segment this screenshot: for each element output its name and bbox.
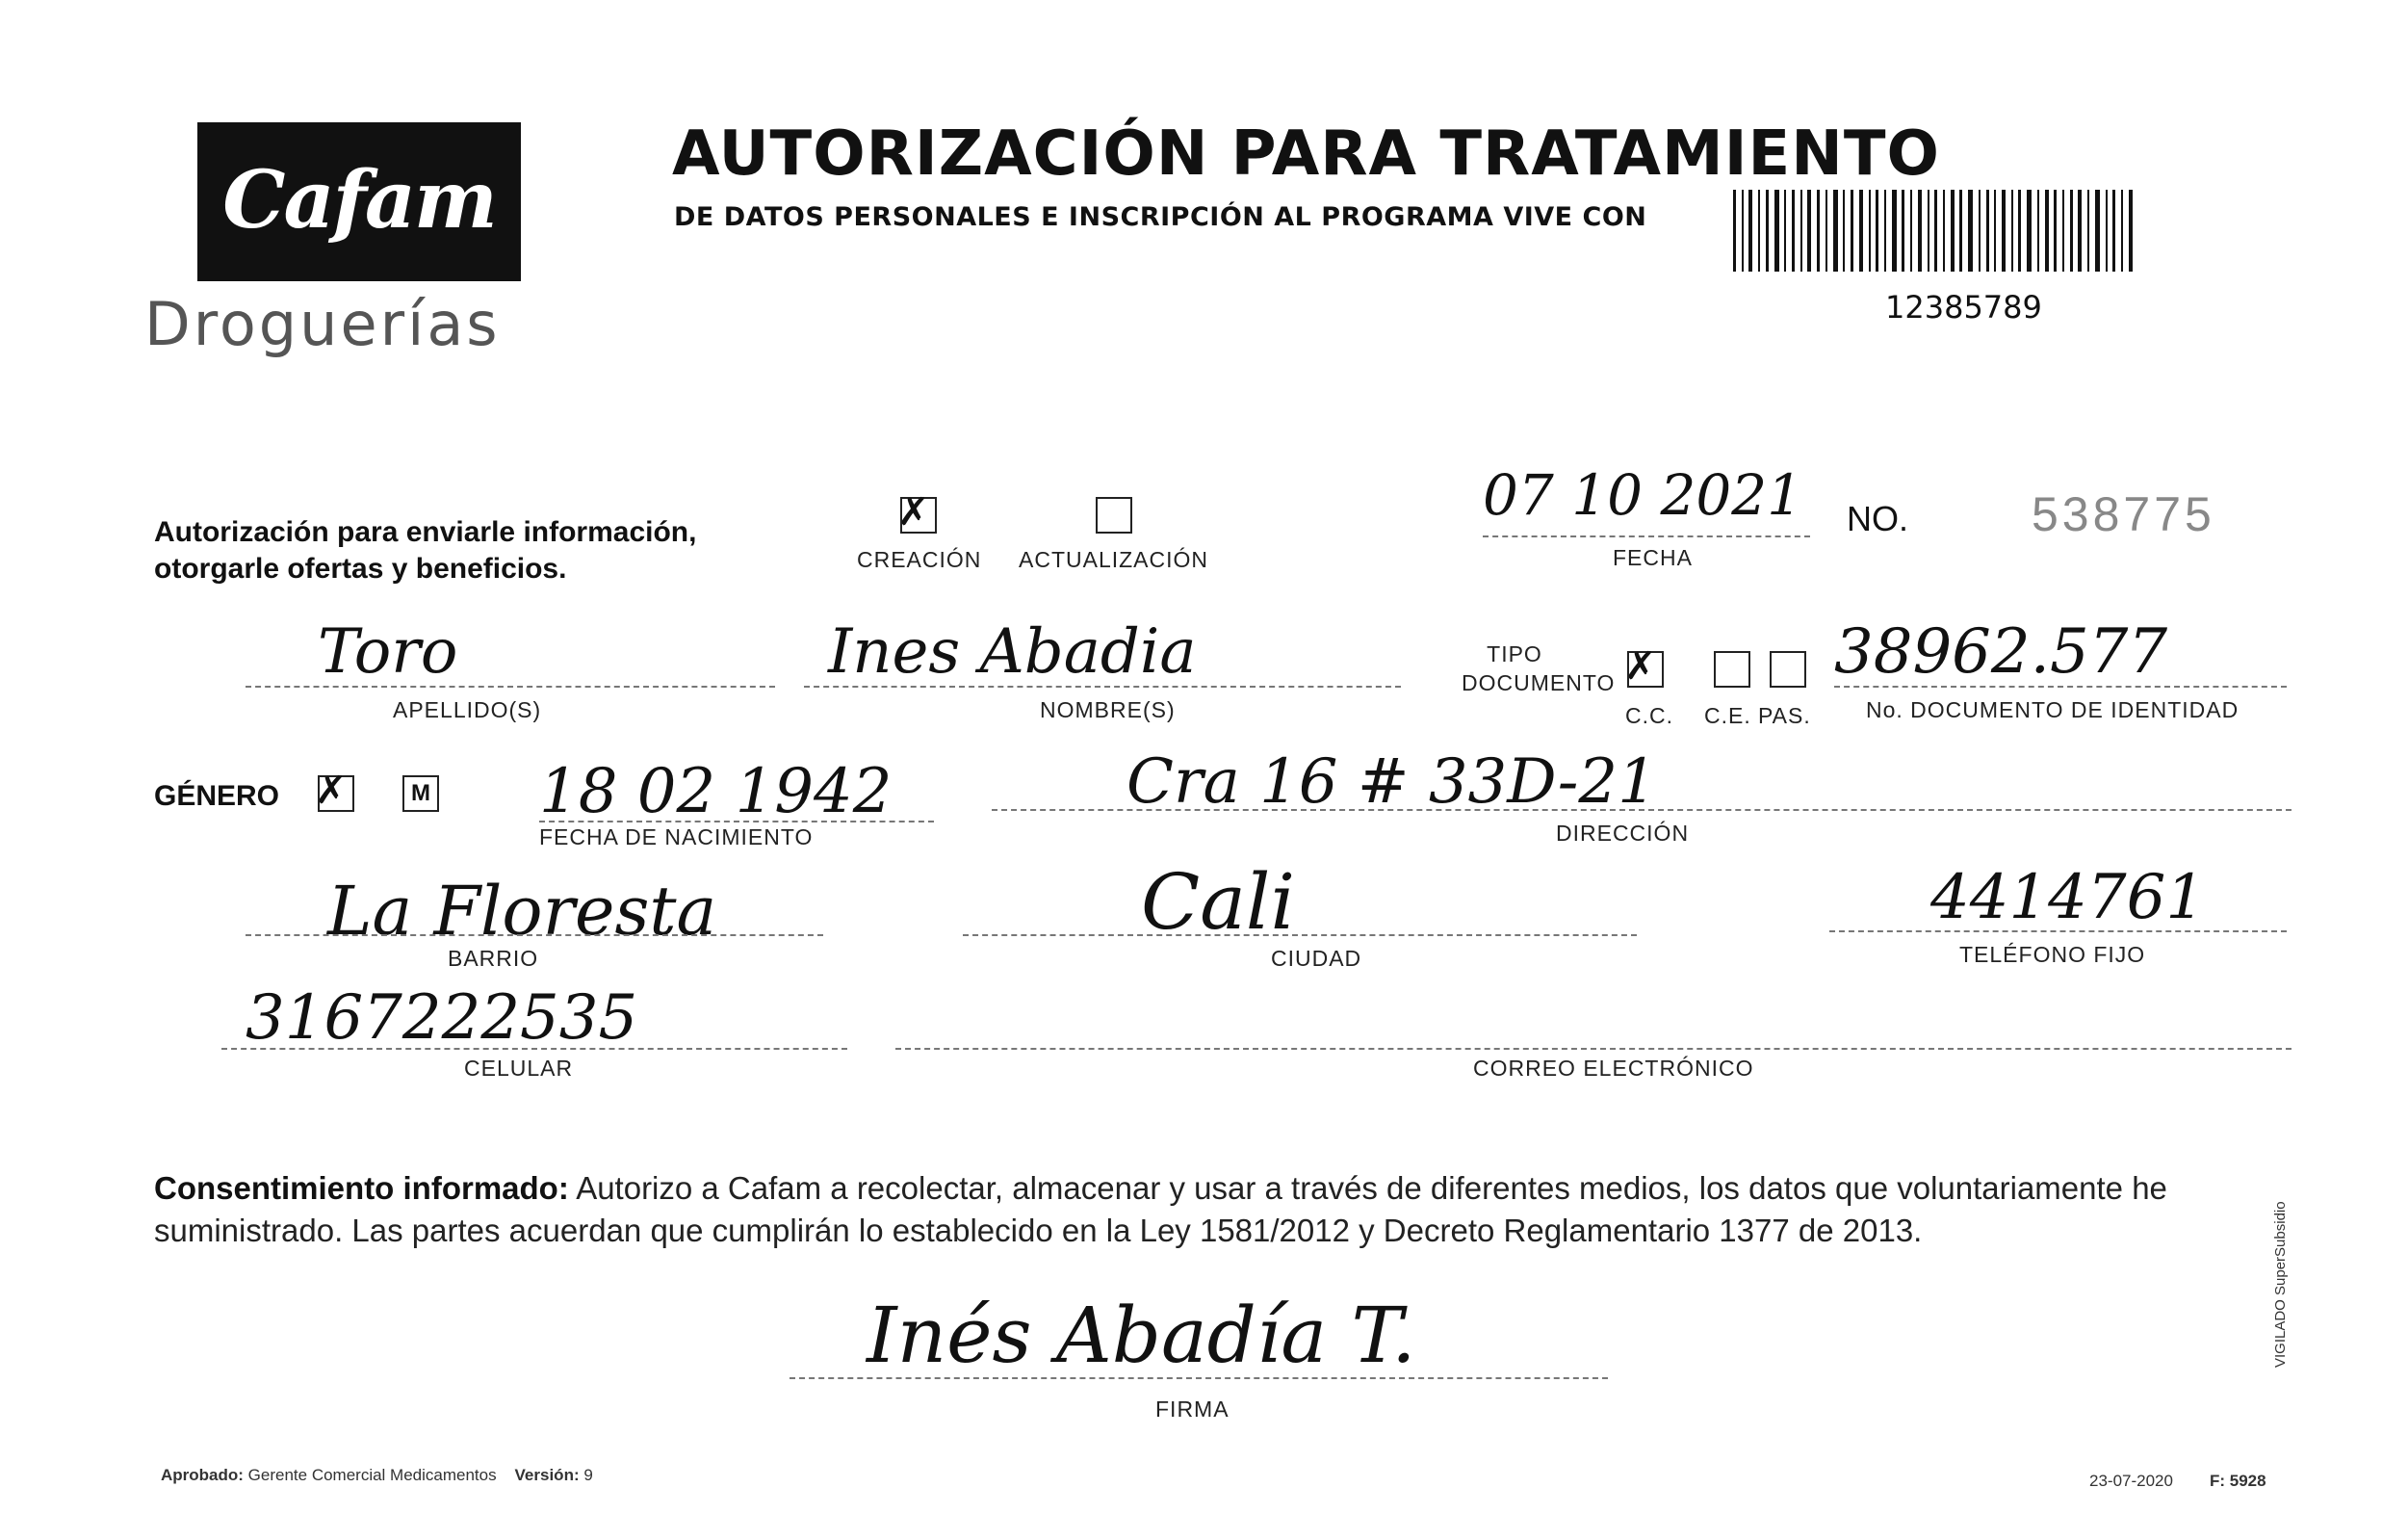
footer-form-code: F: 5928	[2210, 1472, 2266, 1490]
documento-line	[1834, 686, 2287, 688]
nacimiento-value: 18 02 1942	[539, 756, 893, 827]
signature: Inés Abadía T.	[867, 1291, 1416, 1380]
barcode-bar	[2106, 190, 2108, 272]
genero-m-checkbox[interactable]: M	[402, 775, 439, 812]
barcode-bar	[1959, 190, 1962, 272]
barcode-bar	[1979, 190, 1981, 272]
barcode-bar	[1859, 190, 1863, 272]
date-line	[1483, 535, 1810, 537]
celular-line	[221, 1048, 847, 1050]
barcode-bar	[1934, 190, 1937, 272]
tipo-documento-label: TIPO DOCUMENTO	[1462, 641, 1616, 695]
documento-label: No. DOCUMENTO DE IDENTIDAD	[1866, 697, 2240, 722]
barcode-bar	[2045, 190, 2049, 272]
nombre-label: NOMBRE(S)	[1040, 697, 1176, 722]
direccion-value: Cra 16 # 33D-21	[1126, 746, 1657, 818]
barcode-bar	[1774, 190, 1779, 272]
creation-check-mark: ✗	[897, 490, 930, 535]
date-value: 07 10 2021	[1483, 462, 1803, 528]
barcode-bar	[2062, 190, 2064, 272]
apellido-label: APELLIDO(S)	[393, 697, 542, 722]
celular-label: CELULAR	[464, 1056, 574, 1081]
doc-type-pas-checkbox[interactable]	[1770, 651, 1806, 688]
authorization-text-line1: Autorización para enviarle información,	[154, 516, 697, 548]
signature-line	[790, 1377, 1608, 1379]
barcode-bar	[1800, 190, 1802, 272]
barrio-value: La Floresta	[327, 872, 717, 951]
correo-line	[895, 1048, 2291, 1050]
barrio-line	[246, 934, 823, 936]
barcode-bar	[1986, 190, 1989, 272]
telefono-value: 4414761	[1930, 862, 2206, 933]
barcode-bar	[1766, 190, 1769, 272]
barcode-bar	[1918, 190, 1922, 272]
update-label: ACTUALIZACIÓN	[1019, 547, 1209, 572]
barcode-bar	[1825, 190, 1827, 272]
logo-subtitle: Droguerías	[144, 289, 501, 359]
barcode-bar	[1892, 190, 1897, 272]
barcode-bar	[1876, 190, 1878, 272]
barcode-bar	[2078, 190, 2082, 272]
barcode-bar	[2129, 190, 2133, 272]
telefono-line	[1829, 930, 2287, 932]
barcode-bar	[1968, 190, 1973, 272]
doc-type-cc-check-mark: ✗	[1624, 644, 1657, 689]
genero-f-check-mark: ✗	[315, 769, 348, 813]
document-title: AUTORIZACIÓN PARA TRATAMIENTO	[672, 118, 1940, 190]
direccion-line	[992, 809, 2291, 811]
barcode-bar	[1910, 190, 1912, 272]
barcode-bar	[1943, 190, 1945, 272]
barcode-bar	[1833, 190, 1838, 272]
genero-label: GÉNERO	[154, 780, 280, 812]
barcode-bar	[1807, 190, 1811, 272]
barcode-bar	[1748, 190, 1752, 272]
barcode-bar	[1758, 190, 1760, 272]
approved-label: Aprobado:	[161, 1466, 244, 1484]
barcode-bar	[2037, 190, 2039, 272]
doc-type-cc-label: C.C.	[1625, 703, 1673, 728]
update-checkbox[interactable]	[1096, 497, 1132, 534]
barcode-bar	[2095, 190, 2100, 272]
document-subtitle: DE DATOS PERSONALES E INSCRIPCIÓN AL PROGRAMA VIVE CON	[674, 202, 1647, 232]
version-value: 9	[583, 1466, 593, 1484]
direccion-label: DIRECCIÓN	[1556, 821, 1690, 846]
barcode-bar	[1994, 190, 1996, 272]
nacimiento-line	[539, 821, 934, 822]
consent-heading: Consentimiento informado:	[154, 1170, 569, 1206]
apellido-value: Toro	[318, 616, 458, 688]
barcode-bar	[1742, 190, 1744, 272]
barcode-bar	[1851, 190, 1853, 272]
barcode-bar	[1902, 190, 1904, 272]
ciudad-line	[963, 934, 1637, 936]
date-label: FECHA	[1613, 545, 1693, 570]
barcode-number: 12385789	[1885, 289, 2042, 326]
doc-type-pas-label: PAS.	[1758, 703, 1811, 728]
barcode-bar	[2018, 190, 2021, 272]
barcode-bar	[1884, 190, 1886, 272]
nacimiento-label: FECHA DE NACIMIENTO	[539, 824, 814, 849]
barcode-bar	[1951, 190, 1955, 272]
documento-value: 38962.577	[1834, 616, 2168, 688]
ciudad-value: Cali	[1141, 857, 1296, 947]
form-number: 538775	[2032, 487, 2215, 541]
ciudad-label: CIUDAD	[1271, 946, 1362, 971]
barcode	[1733, 190, 2133, 272]
consent-body: Autorizo a Cafam a recolectar, almacenar y usar a través de diferentes medios, los datos que voluntariamente he suministrado. Las partes acuerdan que cumplirán lo establecido en la Ley 1581/2012 y Decreto Reglamentario 1377 de 2013.	[154, 1170, 2167, 1248]
barcode-bar	[1928, 190, 1929, 272]
footer-date: 23-07-2020	[2089, 1472, 2173, 1490]
celular-value: 3167222535	[246, 982, 638, 1054]
barcode-bar	[1817, 190, 1820, 272]
barcode-bar	[2027, 190, 2032, 272]
version-label: Versión:	[514, 1466, 580, 1484]
barcode-bar	[2087, 190, 2089, 272]
barrio-label: BARRIO	[448, 946, 539, 971]
telefono-label: TELÉFONO FIJO	[1959, 942, 2146, 967]
doc-type-ce-label: C.E.	[1704, 703, 1751, 728]
barcode-bar	[2070, 190, 2073, 272]
nombre-value: Ines Abadia	[828, 616, 1197, 688]
barcode-bar	[1733, 190, 1736, 272]
barcode-bar	[2011, 190, 2013, 272]
vigilado-side-text: VIGILADO SuperSubsidio	[2272, 1201, 2289, 1368]
nombre-line	[804, 686, 1401, 688]
approved-value: Gerente Comercial Medicamentos	[247, 1466, 497, 1484]
signature-label: FIRMA	[1155, 1396, 1230, 1422]
correo-label: CORREO ELECTRÓNICO	[1473, 1056, 1754, 1081]
consent-paragraph	[154, 1167, 2291, 1252]
authorization-text-line2: otorgarle ofertas y beneficios.	[154, 553, 567, 585]
creation-label: CREACIÓN	[857, 547, 982, 572]
apellido-line	[246, 686, 775, 688]
barcode-bar	[2121, 190, 2123, 272]
barcode-bar	[2112, 190, 2115, 272]
number-label: NO.	[1847, 499, 1909, 538]
cafam-logo: Cafam	[222, 154, 496, 247]
barcode-bar	[1869, 190, 1871, 272]
doc-type-ce-checkbox[interactable]	[1714, 651, 1750, 688]
barcode-bar	[2054, 190, 2057, 272]
barcode-bar	[1792, 190, 1795, 272]
barcode-bar	[1843, 190, 1845, 272]
approved-block	[161, 1466, 593, 1485]
barcode-bar	[1784, 190, 1786, 272]
barcode-bar	[2002, 190, 2006, 272]
